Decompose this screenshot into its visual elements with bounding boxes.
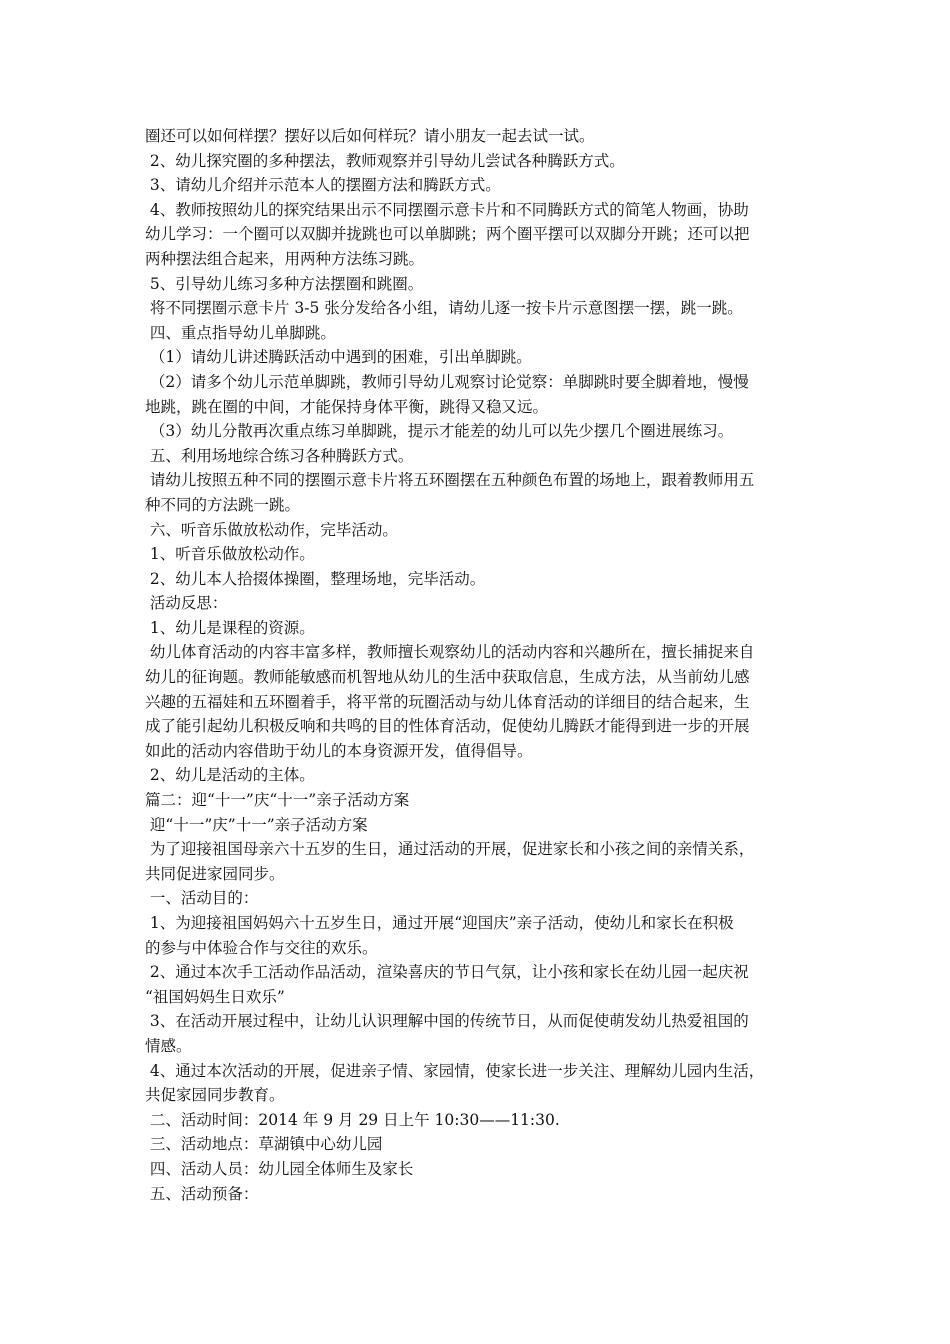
- text-line: 2、幼儿本人拾掇体操圈，整理场地，完毕活动。: [145, 569, 486, 588]
- text-line: 五、利用场地综合练习各种腾跃方式。: [145, 446, 414, 465]
- text-line: 三、活动地点：草湖镇中心幼儿园: [145, 1135, 383, 1154]
- text-line: 为了迎接祖国母亲六十五岁的生日，通过活动的开展，促进家长和小孩之间的亲情关系，: [145, 840, 755, 859]
- text-line: 两种摆法组合起来，用两种方法练习跳。: [145, 249, 425, 268]
- text-line: 2、通过本次手工活动作品活动，渲染喜庆的节日气氛，让小孩和家长在幼儿园一起庆祝: [145, 963, 749, 982]
- text-line: 将不同摆圈示意卡片 3-5 张分发给各小组，请幼儿逐一按卡片示意图摆一摆，跳一跳。: [145, 299, 743, 318]
- document-body: [145, 124, 815, 1206]
- text-line: 情感。: [145, 1036, 192, 1055]
- text-line: 1、为迎接祖国妈妈六十五岁生日，通过开展“迎国庆”亲子活动，使幼儿和家长在积极: [145, 914, 734, 932]
- text-line: 请幼儿按照五种不同的摆圈示意卡片将五环圈摆在五种颜色布置的场地上，跟着教师用五: [145, 471, 755, 490]
- text-line: 4、通过本次活动的开展，促进亲子情、家园情，使家长进一步关注、理解幼儿园内生活，: [145, 1061, 765, 1080]
- text-line: 2、幼儿是活动的主体。: [145, 766, 315, 785]
- text-line: 四、重点指导幼儿单脚跳。: [145, 323, 336, 342]
- text-line: 二、活动时间：2014 年 9 月 29 日上午 10:30——11:30.: [145, 1110, 560, 1129]
- text-line: 5、引导幼儿练习多种方法摆圈和跳圈。: [145, 274, 424, 293]
- text-line: 4、教师按照幼儿的探究结果出示不同摆圈示意卡片和不同腾跃方式的简笔人物画，协助: [145, 200, 749, 219]
- text-line: （3）幼儿分散再次重点练习单脚跳，提示才能差的幼儿可以先少摆几个圈进展练习。: [145, 422, 734, 441]
- text-line: 3、请幼儿介绍并示范本人的摆圈方法和腾跃方式。: [145, 176, 501, 195]
- text-line: 的参与中体验合作与交往的欢乐。: [145, 938, 378, 957]
- text-line: 1、听音乐做放松动作。: [145, 545, 315, 564]
- text-line: （2）请多个幼儿示范单脚跳，教师引导幼儿观察讨论觉察：单脚跳时要全脚着地，慢慢: [145, 372, 749, 391]
- text-line: 幼儿学习：一个圈可以双脚并拢跳也可以单脚跳；两个圈平摆可以双脚分开跳；还可以把: [145, 225, 750, 244]
- text-line: 共同促进家园同步。: [145, 864, 285, 883]
- text-line: 篇二：迎“十一”庆“十一”亲子活动方案: [145, 791, 410, 810]
- text-line: 种不同的方法跳一跳。: [145, 495, 301, 514]
- text-line: 一、活动目的：: [145, 889, 259, 908]
- text-line: （1）请幼儿讲述腾跃活动中遇到的困难，引出单脚跳。: [145, 348, 532, 367]
- text-line: 四、活动人员：幼儿园全体师生及家长: [145, 1159, 414, 1178]
- text-line: 2、幼儿探究圈的多种摆法，教师观察并引导幼儿尝试各种腾跃方式。: [145, 151, 625, 170]
- text-line: 幼儿体育活动的内容丰富多样，教师擅长观察幼儿的活动内容和兴趣所在，擅长捕捉来自: [145, 643, 755, 662]
- text-line: 迎“十一”庆”十一”亲子活动方案: [145, 815, 368, 834]
- text-line: 如此的活动内容借助于幼儿的本身资源开发，值得倡导。: [145, 741, 533, 760]
- text-line: 共促家园同步教育。: [145, 1086, 285, 1105]
- text-line: 活动反思：: [145, 594, 228, 613]
- text-line: “祖国妈妈生日欢乐”: [145, 987, 285, 1006]
- text-line: 3、在活动开展过程中，让幼儿认识理解中国的传统节日，从而促使萌发幼儿热爱祖国的: [145, 1012, 749, 1031]
- text-line: 圈还可以如何样摆？摆好以后如何样玩？请小朋友一起去试一试。: [145, 127, 595, 145]
- text-line: 六、听音乐做放松动作，完毕活动。: [145, 520, 398, 539]
- text-line: 兴趣的五福娃和五环圈着手，将平常的玩圈活动与幼儿体育活动的详细目的结合起来，生: [145, 692, 750, 711]
- text-line: 五、活动预备：: [145, 1184, 259, 1203]
- text-line: 1、幼儿是课程的资源。: [145, 618, 315, 637]
- text-line: 幼儿的征询题。教师能敏感而机智地从幼儿的生活中获取信息，生成方法，从当前幼儿感: [145, 668, 750, 687]
- text-line: 地跳，跳在圈的中间，才能保持身体平衡，跳得又稳又远。: [145, 397, 549, 416]
- text-line: 成了能引起幼儿积极反响和共鸣的目的性体育活动，促使幼儿腾跃才能得到进一步的开展: [145, 717, 750, 736]
